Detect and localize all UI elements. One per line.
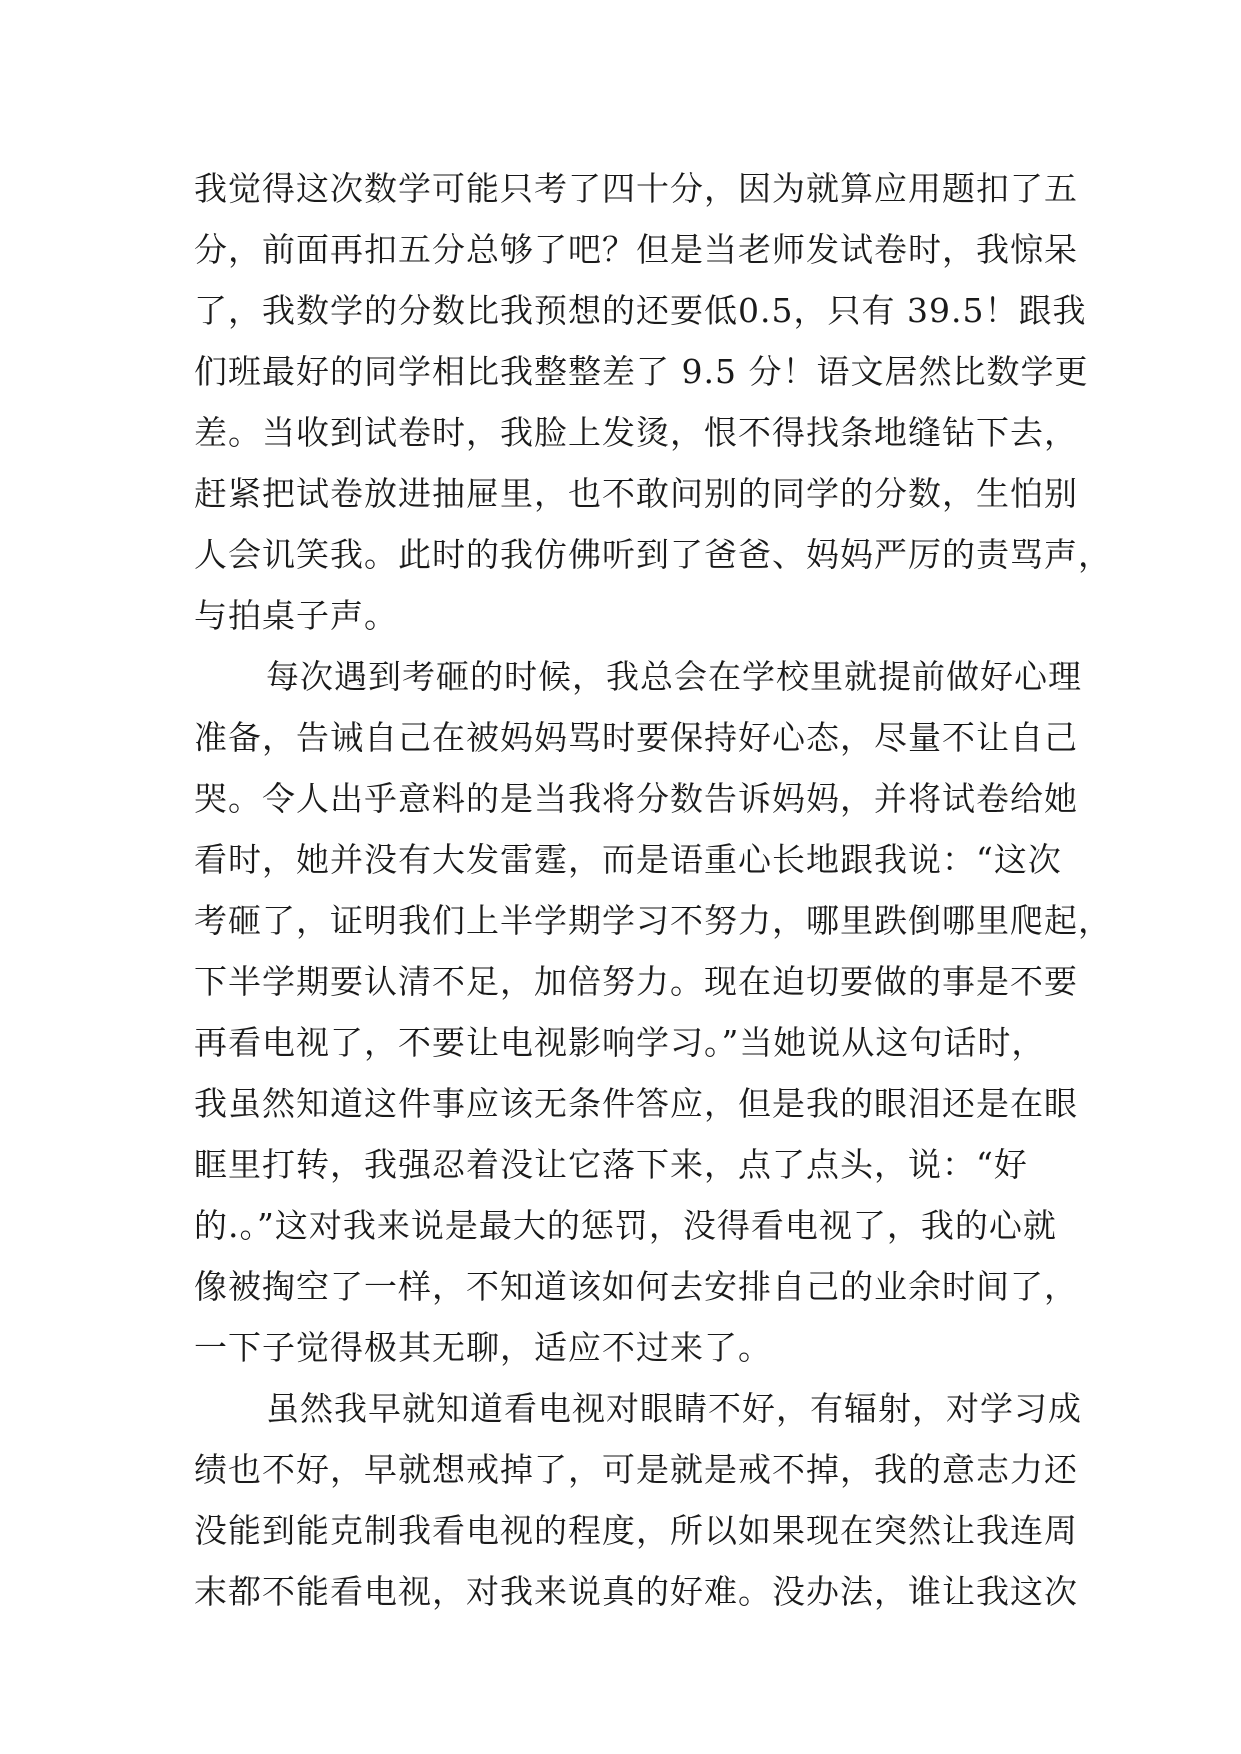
text-line: 的.。”这对我来说是最大的惩罚，没得看电视了，我的心就 bbox=[194, 1206, 1057, 1245]
paragraph-2 bbox=[194, 646, 1112, 1378]
text-line: 没能到能克制我看电视的程度，所以如果现在突然让我连周 bbox=[194, 1511, 1078, 1550]
text-line: 看时，她并没有大发雷霆，而是语重心长地跟我说：“这次 bbox=[194, 840, 1062, 879]
text-line: 差。当收到试卷时，我脸上发烫，恨不得找条地缝钻下去， bbox=[194, 413, 1078, 452]
text-line: 了，我数学的分数比我预想的还要低0.5，只有 39.5！跟我 bbox=[194, 291, 1087, 330]
text-line: 眶里打转，我强忍着没让它落下来，点了点头，说：“好 bbox=[194, 1145, 1028, 1184]
text-line: 与拍桌子声。 bbox=[194, 596, 398, 635]
text-line: 赶紧把试卷放进抽屉里，也不敢问别的同学的分数，生怕别 bbox=[194, 474, 1078, 513]
text-line: 分，前面再扣五分总够了吧？但是当老师发试卷时，我惊呆 bbox=[194, 230, 1078, 269]
text-line: 虽然我早就知道看电视对眼睛不好，有辐射，对学习成 bbox=[266, 1389, 1082, 1428]
text-line: 我觉得这次数学可能只考了四十分，因为就算应用题扣了五 bbox=[194, 169, 1078, 208]
text-line: 再看电视了，不要让电视影响学习。”当她说从这句话时， bbox=[194, 1023, 1046, 1062]
text-line: 末都不能看电视，对我来说真的好难。没办法，谁让我这次 bbox=[194, 1572, 1078, 1611]
text-line: 每次遇到考砸的时候，我总会在学校里就提前做好心理 bbox=[266, 657, 1082, 696]
text-line: 考砸了，证明我们上半学期学习不努力，哪里跌倒哪里爬起， bbox=[194, 901, 1112, 940]
text-line: 人会讥笑我。此时的我仿佛听到了爸爸、妈妈严厉的责骂声， bbox=[194, 535, 1112, 574]
text-line: 准备，告诫自己在被妈妈骂时要保持好心态，尽量不让自己 bbox=[194, 718, 1078, 757]
text-line: 绩也不好，早就想戒掉了，可是就是戒不掉，我的意志力还 bbox=[194, 1450, 1078, 1489]
text-line: 一下子觉得极其无聊，适应不过来了。 bbox=[194, 1328, 772, 1367]
text-line: 我虽然知道这件事应该无条件答应，但是我的眼泪还是在眼 bbox=[194, 1084, 1078, 1123]
text-line: 们班最好的同学相比我整整差了 9.5 分！语文居然比数学更 bbox=[194, 352, 1089, 391]
text-line: 像被掏空了一样，不知道该如何去安排自己的业余时间了， bbox=[194, 1267, 1078, 1306]
paragraph-1 bbox=[194, 158, 1112, 646]
document-body bbox=[194, 158, 1112, 1622]
paragraph-3 bbox=[194, 1378, 1082, 1622]
text-line: 哭。令人出乎意料的是当我将分数告诉妈妈，并将试卷给她 bbox=[194, 779, 1078, 818]
text-line: 下半学期要认清不足，加倍努力。现在迫切要做的事是不要 bbox=[194, 962, 1078, 1001]
